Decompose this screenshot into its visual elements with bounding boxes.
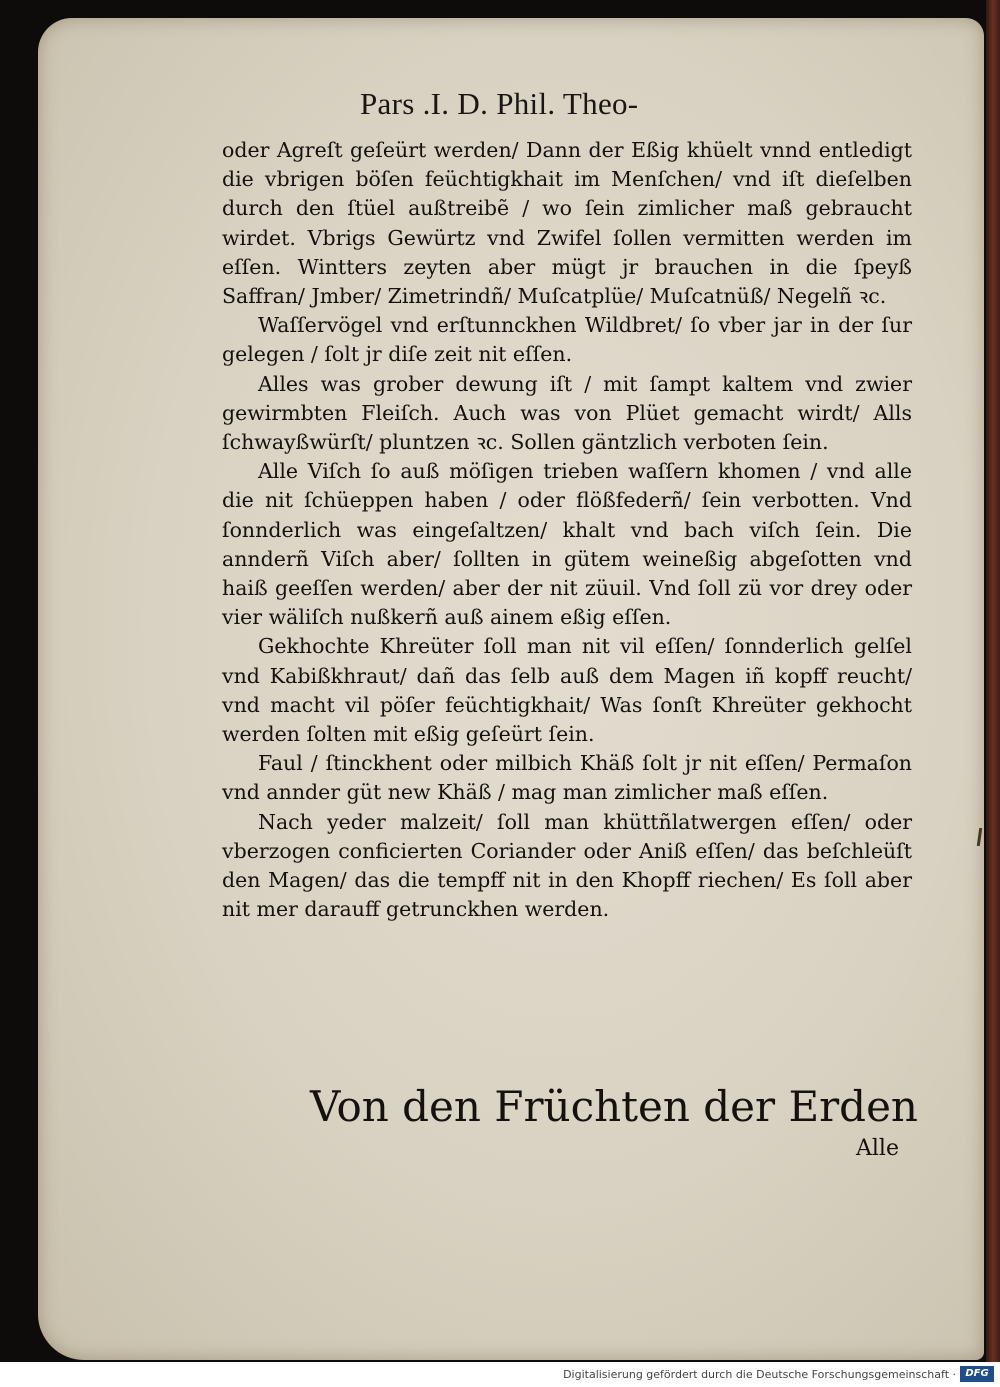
paragraph: Faul / ſtinckhent oder milbich Khäß ſolt jr nit eſſen/ Permaſon vnd annder güt new Khäß / mag man zimlicher maß eſſen. [222, 751, 912, 805]
paragraph: Waſſervögel vnd erſtunnckhen Wildbret/ ſo vber jar in der ſur gelegen / ſolt jr diſe zeit nit eſſen. [222, 313, 912, 367]
dfg-logo-icon: DFG [960, 1366, 994, 1382]
running-header: Pars .I. D. Phil. Theo- [360, 86, 639, 121]
digitization-credit: Digitalisierung gefördert durch die Deutsche Forschungsgemeinschaft · [563, 1368, 956, 1381]
catchword: Alle [856, 1136, 899, 1161]
paragraph: Gekhochte Khreüter ſoll man nit vil eſſen/ ſonnderlich gelſel vnd Kabißkhraut/ dañ das ſelb auß dem Magen iñ kopff reucht/ vnd macht vil pöſer feüchtigkhait/ Was ſonſt Khreüter gekhocht werden ſolten mit eßig geſeürt ſein. [222, 634, 912, 747]
body-text [222, 136, 912, 924]
section-heading: Von den Früchten der Erden [310, 1082, 918, 1131]
book-spine-edge [986, 0, 1000, 1362]
paragraph: oder Agreſt geſeürt werden/ Dann der Eßig khüelt vnnd entledigt die vbrigen böſen feüchtigkhait im Menſchen/ vnd iſt dieſelben durch den ſtüel außtreibẽ / wo ſein zimlicher maß gebraucht wirdet. Vbrigs Gewürtz vnd Zwifel ſollen vermitten werden im eſſen. Wintters zeyten aber mügt jr brauchen in die ſpeyß Saffran/ Jmber/ Zimetrindñ/ Muſcatplüe/ Muſcatnüß/ Negelñ ꝛc. [222, 138, 912, 309]
paragraph: Alles was grober dewung iſt / mit ſampt kaltem vnd zwier gewirmbten Fleiſch. Auch was von Plüet gemacht wirdt/ Alls ſchwayßwürſt/ pluntzen ꝛc. Sollen gäntzlich verboten ſein. [222, 371, 912, 455]
paragraph: Alle Viſch ſo auß möſigen trieben waſſern khomen / vnd alle die nit ſchüeppen haben / oder flößfederñ/ ſein verbotten. Vnd ſonnderlich was eingeſaltzen/ khalt vnd bach viſch ſein. Die annderñ Viſch aber/ ſollten in gütem weineßig abgeſotten vnd haiß geeſſen werden/ aber der nit züuil. Vnd ſoll zü vor drey oder vier wäliſch nußkerñ auß ainem eßig eſſen. [222, 459, 912, 630]
paragraph: Nach yeder malzeit/ ſoll man khüttñlatwergen eſſen/ oder vberzogen conficierten Coriander oder Aniß eſſen/ das beſchleüſt den Magen/ das die tempff nit in den Khopff riechen/ Es ſoll aber nit mer darauff getrunckhen werden. [222, 809, 912, 922]
